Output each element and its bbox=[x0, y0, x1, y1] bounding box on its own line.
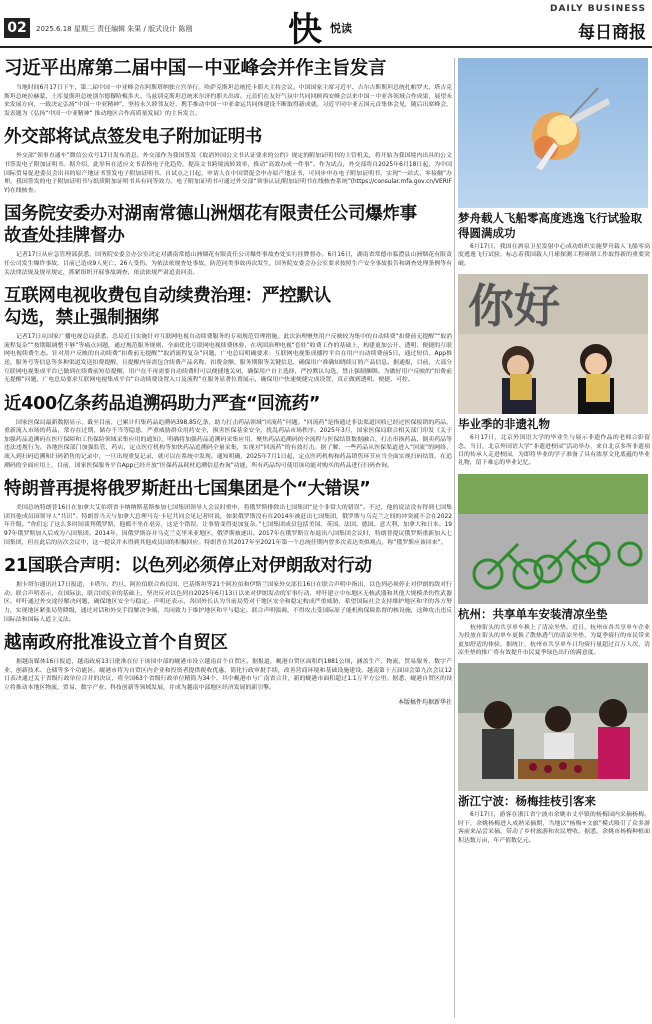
main-column bbox=[4, 58, 452, 706]
section-logo-small: 悦读 bbox=[330, 22, 352, 35]
article bbox=[4, 632, 452, 692]
article-title: 互联网电视收费包自动续费治理：严控默认勾选，禁止强制捆绑 bbox=[4, 286, 331, 329]
article-body: 美国总统特朗普16日在加拿大艾伯塔省卡纳纳斯基斯参加七国集团领导人会议时重申，将俄罗斯排除出七国集团“是个非常大的错误”。不过，他的说法没有得到七国集团其他成员国领导人“共识”。特朗普当天与加拿大总理马克·卡尼共同会见记者时说，如果俄罗斯没有在2014年被赶出七国集团，俄罗斯与乌克兰之间的冲突就不会在2022年升级。“你们忘了这么多时间谈判俄罗斯，他都不坐在桌旁，这是个错误，让事情变得更加复杂。”七国集团成员包括美国、英国、法国、德国、意大利、加拿大和日本。1997年俄罗斯加入后成为八国集团。2014年，因俄罗斯吞并乌克兰克里米亚地区，俄罗斯被逐出。2017年在俄罗斯宣布退出八国集团会议时，特朗普提议俄罗斯重新加入七国集团，但在此后的历次会议中，这一提议并未得到其他成员国的积极回应。特朗普在其2017年至2021年第一个总统任期内曾多次表达类似观点，称“俄罗斯应该回来”。 bbox=[4, 505, 452, 546]
photo-caption-title: 梦舟载人飞船零高度逃逸飞行试验取得圆满成功 bbox=[458, 211, 642, 240]
column-divider bbox=[454, 58, 455, 1018]
graduation-photo bbox=[458, 274, 648, 414]
article-body: 国家医保局最新数据显示，截至目前，已累计归集药品追溯码398.85亿条，助力打击药品领域“回流药”问题。“回流药”是指通过非法渠道回收已经过医保报销的药品，重新流入市场的药品，常存在过期、储存不当等隐患，严重威胁群众用药安全，损害医保基金安全，扰乱药品市场秩序。2025年3月，国家医保局联合相关部门印发《关于加强药品追溯码在医疗保障和工伤保险领域采集应用的通知》，明确将加强药品追溯码采集应用，聚焦药品追溯码的全流程与医保结算数据融合，打击串换药品、倒卖药品等违法违规行为。各地医保部门加强监管，药店、定点医疗机构等加快药品追溯码全量采集，实现对“回流药”的有效打击。据了解，一些药品从医保渠道进入“回流”的网络，流入到扫码追溯和扫码销售的记录中，一旦出现重复记录，就可以在系统中发现。通知明确，2025年7月1日起，定点医药机构和药品销售环节应当全面实现扫码结算。在追溯码的全面应用上，目前，国家医保服务平台App已经开放“医保药品耗材追溯信息查询”功能，所有药品均可使用该功能对购买的药品进行扫码查询。 bbox=[4, 419, 452, 469]
article-title: 习近平出席第二届中国－中亚峰会并作主旨发言 bbox=[4, 58, 387, 79]
page-number: 02 bbox=[4, 18, 30, 38]
photo-caption-title: 杭州：共享单车安装清凉坐垫 bbox=[458, 606, 608, 621]
article-body: 据越南媒体16日报道，越南政府13日批准在位于该国中部的岘港市设立越南首个自贸区。据报道，岘港自贸区面积约1881公顷，涵盖生产、物流、贸易服务、数字产业、创新技术、仓储等多个功能区。岘港市将为自贸区内企业和投资者提供税收优惠，简化行政审批手续，改善营商环境和基础设施建设。越南第十五届国会第九次会议12日表决通过关于省级行政单位合并的决议，将全国63个省级行政单位精简为34个，其中岘港市与广南省合并，新的岘港市面积超过1.1万平方公里。据悉，岘港自贸区的设立将推动本地区物流、贸易、数字产业、科技创新等领域发展，并成为越南中部地区经济发展的新引擎。 bbox=[4, 659, 452, 691]
article-title: 越南政府批准设立首个自贸区 bbox=[4, 633, 228, 654]
paper-name-english: DAILY BUSINESS bbox=[549, 4, 646, 14]
article bbox=[4, 393, 452, 471]
issue-info: 2025.6.18 星期三 责任编辑 朱果 / 版式设计 陈刚 bbox=[36, 25, 193, 33]
photo-caption-body: 6月17日，游客在浙江省宁波市余姚市丈亭镇的杨梅园内采摘杨梅。时下，余姚杨梅进入成熟采摘期，当地以“杨梅+文旅”模式吸引了众多游客前来品尝采摘，带动了乡村旅游和农民增收。据悉，余姚市杨梅种植面积达数万亩，年产值数亿元。 bbox=[458, 812, 650, 844]
rocket-test-photo bbox=[458, 58, 648, 208]
article-body: 记者17日从应急管理部获悉，国务院安委会办公室决定对湖南常德山洲烟花有限责任公司爆炸事故查处实行挂牌督办。6月16日，湖南省常德市临澧县山洲烟花有限责任公司发生爆炸事故，目前已造成9人死亡、26人受伤。为依法依规查处事故，防范同类事故再次发生，国务院安委会办公室要求按照生产安全事故报告和调查处理条例等有关法律法规及规章规定，抓紧组织开展事故调查，依法依规严肃追责问责。 bbox=[4, 252, 452, 276]
source-note: 本版稿件均据新华社 bbox=[397, 698, 452, 706]
article bbox=[4, 555, 452, 624]
article-body: 当地时间6月17日下午，第二届中国－中亚峰会在阿斯塔纳独立宫举行。哈萨克斯坦总统托卡耶夫主持会议。中国国家主席习近平、吉尔吉斯斯坦总统扎帕罗夫、塔吉克斯坦总统拉赫蒙、土库曼斯坦总统别尔德穆哈梅多夫、乌兹别克斯坦总统米尔济约耶夫出席。元首们在友好气氛中共同回顾西安峰会以来中国－中亚各领域合作成果，展望未来发展方向，一致决定弘扬“中国－中亚精神”，坚持永久睦邻友好，携手推动中国－中亚命运共同体建设不断取得新成就。习近平同中亚五国元首集体会见，随后出席峰会，发表题为《弘扬“中国－中亚精神” 推动地区合作高质量发展》的主旨发言。 bbox=[4, 85, 452, 117]
article bbox=[4, 126, 452, 195]
bayberry-photo bbox=[458, 663, 648, 791]
article-body: 据卡塔尔通讯社17日报道，卡塔尔、约旦、阿拉伯联合酋长国、巴基斯坦等21个阿拉伯和伊斯兰国家外交部长16日在联合声明中指出，以色列必须停止对伊朗的敌对行动。联合声明表示，在国际法、联合国宪章的基础上，坚决反对以色列自2025年6月13日以来对伊朗发动的军事行动，呼吁建立中东地区无核武器和其他大规模杀伤性武器区，呼吁通过外交途径解决问题，确保地区安全与稳定。声明还表示，各国外长认为当前局势对于地区安全和稳定构成严重威胁，希望国际社会支持维护地区和平的各方努力，实现地区紧张局势降级，通过对话和外交手段解决争端，共同致力于维护地区和平与稳定。联合声明强调，不得攻击受国际原子能机构保障监督的核设施，这种攻击违反国际法和国际人道主义法。 bbox=[4, 582, 452, 623]
bike-sharing-photo bbox=[458, 474, 648, 604]
article-title: 特朗普再提将俄罗斯赶出七国集团是个“大错误” bbox=[4, 479, 371, 500]
article-title: 外交部将试点签发电子附加证明书 bbox=[4, 127, 262, 148]
photo-column bbox=[458, 58, 650, 851]
article-title: 21国联合声明：以色列必须停止对伊朗敌对行动 bbox=[4, 556, 372, 577]
paper-name-chinese: 每日商报 bbox=[578, 23, 646, 43]
photo-caption-body: 6月17日，我国在酒泉卫星发射中心成功组织实施梦舟载人飞船零高度逃逸飞行试验，标志着我国载人月球探测工程研制工作取得新的重要突破。 bbox=[458, 244, 650, 267]
article-body: 外交部“领事直通车”微信公众号17日发布消息，外交部作为我国签发《取消外国公文书认证要求的公约》规定的附加证明书的主管机关，将开始为我国境内出具的公文书签发电子附加证明书。据介绍，此举旨在适应文书表格电子化趋势，提高文书跨境流转效率，推动“高效办成一件事”。作为试点，外交部将自2025年6月18日起，为中国国际贸易促进委员会出具的原产地证书签发电子附加证明书。自试点之日起，申请人在中国贸促会申办原产地证书，可同步申办电子附加证明书，实现“一站式、零接触”办理。我国签发的电子附加证明书与纸质附加证明书具有同等效力。电子附加证明书可通过外交部“领事认证/附加证明书在线核查系统”(https://consular.mfa.gov.cn/VERIFY)在线核查。 bbox=[4, 153, 452, 194]
section-logo-big: 快 bbox=[288, 10, 322, 50]
article bbox=[4, 285, 452, 385]
article-title: 国务院安委办对湖南常德山洲烟花有限责任公司爆炸事故查处挂牌督办 bbox=[4, 204, 417, 247]
article-title: 近400亿条药品追溯码助力严查“回流药” bbox=[4, 393, 321, 414]
article-body: 记者17日从国家广播电视总局获悉，总局近日实施针对互联网电视自动续费服务的专项规范管理措施。此次治理聚焦用户反映较为集中的自动续费“扣费前无提醒”“取消流程复杂”“按期限调整不够”等痛点问题，通过规范服务规则、全面优化互联网电视续费体验，在巩固治理电视“套娃”收费工作的基础上，构建更加公开、透明、便捷的互联网电视续费生态。针对用户反映的自动续费“扣费前无提醒”“取消流程复杂”问题，广电总局明确要求：互联网电视集成播控平台在用户自动续费前5日，通过短信、App推送、服务号等信息等多种渠道发送扣费提醒，且提醒内容需包含续费产品名称、扣费金额、服务期限等关键信息，确保用户准确知晓续订的产品信息。据通报，目前，大部分互联网电视集成平台已做到在续费前短信提醒，用户在不再需要自动续费时可以便捷地关闭，确保用户自主选择，严控默认勾选，禁止强制捆绑。为做好用户反映的“扣费前无提醒”问题，广电总局要求互联网电视集成平台“自动续费设置入口及流程”在服务显著位置展示，确保用户快速便捷完成设置，真正做到透明、便捷、可控。 bbox=[4, 334, 452, 384]
photo-caption-body: 杭州街头的共享单车换上了清凉坐垫。近日，杭州市各共享单车企业为投放在街头的单车更换了散热透气的清凉坐垫，为夏季骑行的市民带来更加舒适的体验。据统计，杭州市共享单车日均骑行量超过百万人次，清凉坐垫的推广将有效提升市民夏季绿色出行的满意度。 bbox=[458, 624, 650, 657]
page-header bbox=[0, 0, 652, 48]
photo-caption-title: 毕业季的非遗礼物 bbox=[458, 417, 550, 432]
photo-caption-body: 6月17日，北京外国语大学的毕业生与展示非遗作品的老师合影留念。当日，北京外国语大学“非遗进校园”活动举办，来自北京多所非遗项目的传承人走进校园，为即将毕业的学子准备了具有浓厚文化底蕴的毕业礼物，留下难忘的毕业记忆。 bbox=[458, 435, 650, 467]
svg-text:你好: 你好 bbox=[468, 279, 560, 334]
article bbox=[4, 58, 452, 118]
article bbox=[4, 203, 452, 277]
article bbox=[4, 478, 452, 547]
photo-caption-title: 浙江宁波：杨梅挂枝引客来 bbox=[458, 794, 596, 809]
